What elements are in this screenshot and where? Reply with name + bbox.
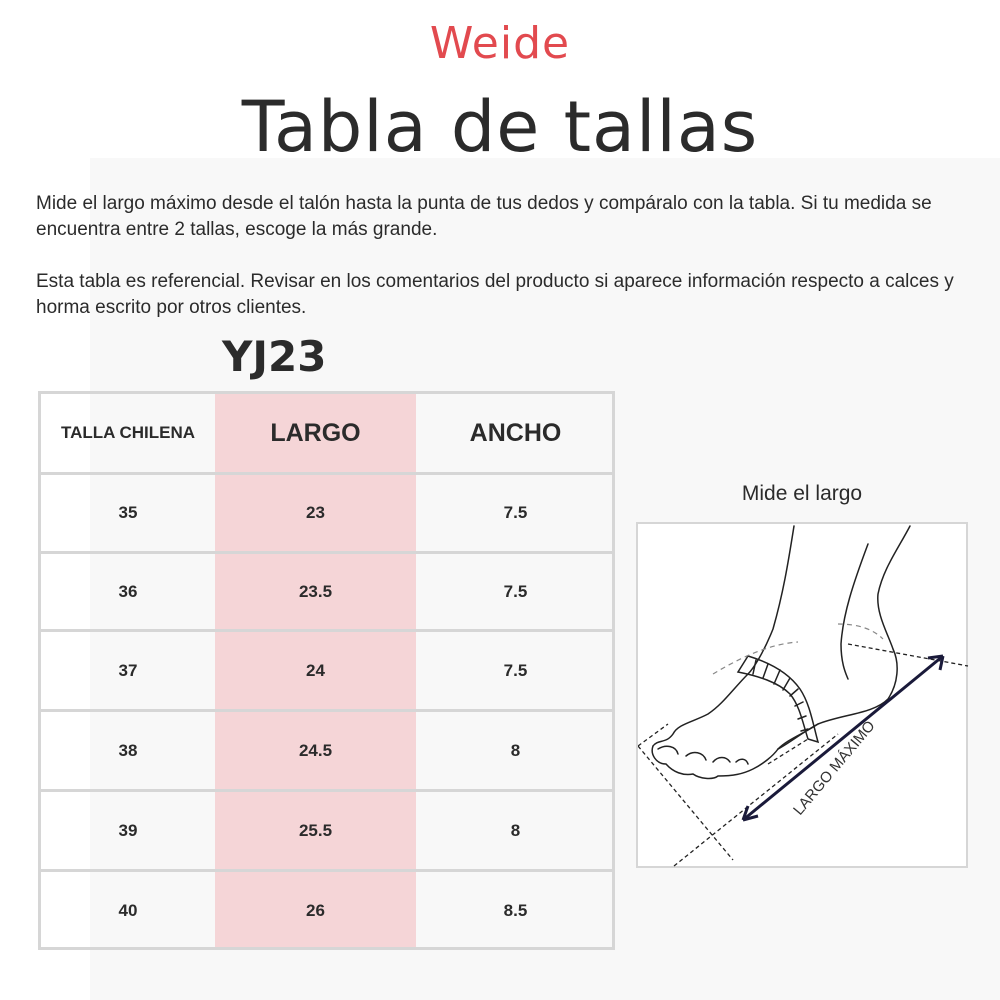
cell-talla: 38: [118, 740, 138, 760]
cell-ancho: 8.5: [503, 901, 528, 920]
table-row: [41, 632, 612, 712]
table-row: [41, 712, 612, 792]
cell-talla: 37: [118, 660, 138, 680]
foot-measure-diagram: [636, 522, 968, 868]
table-row: [41, 792, 612, 872]
instruction-reference: Esta tabla es referencial. Revisar en los comentarios del producto si aparece información respecto a calces y horma escrito por otros clientes.: [36, 271, 954, 318]
diagram-label: Mide el largo: [741, 482, 863, 505]
cell-largo: 26: [306, 901, 325, 920]
instruction-measure: Mide el largo máximo desde el talón hasta la punta de tus dedos y compáralo con la tabla. Si tu medida se encuentra entre 2 tallas, escoge la más grande.: [36, 193, 932, 240]
cell-largo: 23.5: [298, 581, 333, 601]
largo-maximo-label: LARGO MÁXIMO: [790, 717, 879, 819]
table-row: [41, 475, 612, 554]
cell-ancho: 8: [510, 820, 521, 840]
model-code: YJ23: [222, 332, 327, 381]
cell-ancho: 7.5: [503, 660, 528, 680]
header-talla-chilena: TALLA CHILENA: [60, 423, 196, 442]
brand-logo: Weide: [429, 18, 571, 69]
cell-talla: 39: [118, 820, 138, 840]
cell-ancho: 7.5: [503, 581, 528, 601]
cell-talla: 35: [118, 503, 138, 522]
table-row: [41, 554, 612, 632]
cell-talla: 36: [118, 581, 138, 601]
header-largo: LARGO: [270, 418, 361, 447]
foot-illustration-icon: [638, 524, 970, 870]
cell-ancho: 7.5: [503, 503, 528, 522]
table-header-row: [41, 394, 612, 475]
cell-largo: 25.5: [298, 820, 333, 840]
cell-talla: 40: [118, 901, 138, 920]
header-ancho: ANCHO: [469, 418, 562, 447]
page-title: Tabla de tallas: [241, 86, 759, 168]
cell-largo: 23: [306, 503, 325, 522]
size-table: [38, 391, 615, 950]
cell-largo: 24.5: [298, 740, 333, 760]
table-row: [41, 872, 612, 950]
cell-ancho: 8: [510, 740, 521, 760]
cell-largo: 24: [306, 660, 325, 680]
